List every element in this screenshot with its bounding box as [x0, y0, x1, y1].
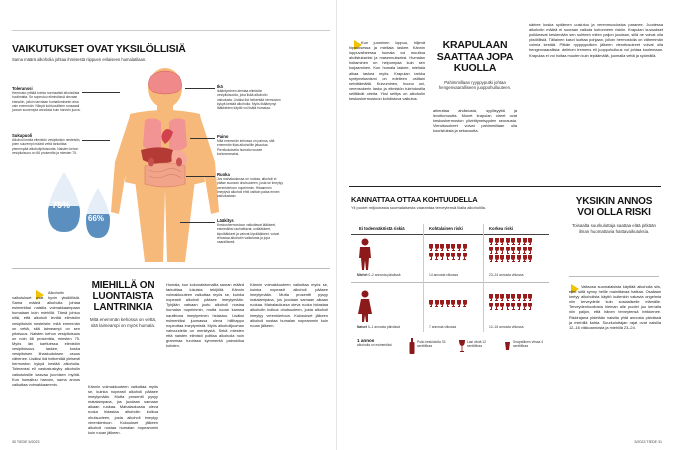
- legend-item-beer: Pullo keskiolutta 33 senttilitraa: [417, 340, 446, 349]
- wine-glass-icon: [489, 255, 493, 262]
- yksikin-block: [569, 196, 659, 234]
- yksikin-headline: YKSIKIN ANNOS VOI OLLA RISKI: [575, 196, 653, 218]
- left-col1: Alkoholin vaikutukset ovat hyvin yksilöllisiä. Sama määrä alkoholia johtaa esimerkiksi naisilla voimakkaampaan humalaan kuin miehillä. Tämä johtuu siitä, että alkoholi leviää elimistön vesipitoisiin nesteisiin: mitä enemmän on vettä, sitä laimeampi on sen pitoisuus. Naisten kehon vesipitoisuus on noin 66 prosenttia, miesten 75. Myös iän karttuessa elimistön vesipitoisuus laskee, koska vesipitoisen lihaskudoksen osuus vähenee. Lisäksi ikä heikentää yleisesti hermoston kykyä kestää alkoholia. Toleranssi eli vastustuskyky alkoholin vaikutuksille kasvaa juomisen myötä. Kun humaltuu harvoin, sama annos vaikuttaa voimakkaammin.: [12, 290, 80, 387]
- krapula-headline: KRAPULAAN SAATTAA JOPA KUOLLA: [436, 39, 514, 74]
- women-value-3: 12–16 annosta viikossa: [489, 325, 524, 329]
- wine-glass-icon: [489, 247, 493, 254]
- graph-row-rule: [351, 282, 549, 283]
- wine-glass-icon: [500, 238, 504, 245]
- intestines-organ: [145, 163, 185, 187]
- women-label-row: [357, 325, 427, 329]
- legend-sub: alkoholia on esimerkiksi: [357, 343, 392, 347]
- legend-item-shot: Snapsillinen viinaa 4 senttilitraa: [513, 340, 544, 349]
- beer-bottle-icon: [409, 338, 415, 354]
- wine-glass-icon: [506, 255, 510, 262]
- left-subhead: Sama määrä alkoholia johtaa ihmisestä riippuen erilaiseen humalatilaan.: [12, 57, 147, 62]
- wine-glass-icon: [495, 238, 499, 245]
- wine-glass-icon: [511, 303, 515, 310]
- yksikin-rule: [569, 276, 659, 277]
- men-value-1: 0–2 annosta päivässä: [368, 273, 401, 277]
- graph-col-divider-2: [483, 224, 484, 332]
- shot-glass-icon: [505, 342, 510, 350]
- graph-col-divider-1: [423, 224, 424, 332]
- wine-glass-icon: [523, 238, 527, 245]
- factor-sukupuoli-text: Alkoholi leviää elimistön vesipitoisiin nesteisiin, joten suurempi määrä vettä tarkoittaa pienempää alkoholipitoisuutta. Naisten kehon vesipitoisuus on 66 prosenttia ja miesten 75.: [12, 138, 81, 155]
- wine-glass-icon: [440, 244, 444, 251]
- factor-ika-title: Ikä: [217, 84, 223, 89]
- right-col1: Kun juominen loppuu, hiljenä hipsuksessa ja mieliala laskee. Kännin loppuvaiheessa humala voi muuttua ahdistukseksi ja masennukseksi. Humalan hoitaminen on helpompaa kuin sen korjaaminen. Kun humala laskee, mieliala alkaa laskea myös. Krapulan tarkka syntymekanismi on edelleen osittain selvittämättä. Kuivuminen, huono uni, verensokerin lasku ja elimistön tulehdustila selittävät oireita. Yksi selitys on alkoholin keskushermostoon kohdistuva vaikutus.: [349, 40, 425, 102]
- wine-glass-icon: [435, 244, 439, 251]
- wine-glass-icon: [446, 300, 450, 307]
- wine-glass-icon: [459, 340, 465, 352]
- graph-subhead: Yli puolet miljoonasta suomalaisesta vaarantaa terveytensä liialla alkoholilla.: [351, 205, 486, 210]
- wine-glass-icon: [457, 253, 461, 260]
- graph-header-rule: [351, 234, 549, 235]
- left-headline: VAIKUTUKSET OVAT YKSILÖLLISIÄ: [12, 43, 186, 55]
- wine-glass-icon: [429, 253, 433, 260]
- wine-glass-icon: [511, 238, 515, 245]
- wine-glass-icon: [528, 303, 532, 310]
- yksikin-subhead: Toisaalta suurkuluttaja saattaa elää pitkään ilman huomattavia haittavaikutuksia.: [572, 223, 656, 234]
- mid-col-bottom: Kännin voimakkuuteen vaikuttaa myös se, kuinka nopeasti alkoholi pääsee imeytymään. Mutta prosentti pysyy matalampana, jos juodaan samaan aikaan ruokaa. Mahalaukussa oleva ruoka hidastaa alkoholin kulkua ohutsuoleen, josta alkoholi imeytyy verenkiertoon. Kokoukset jälkeen alkoholi nostaa humalan nopeammin kuin ruoan jälkeen.: [88, 384, 158, 435]
- water-pct-female: 75%: [52, 200, 71, 210]
- wine-glass-icon: [528, 238, 532, 245]
- wine-glass-icon: [457, 300, 461, 307]
- wine-glass-icon: [440, 300, 444, 307]
- mid-headline-block: [88, 280, 158, 328]
- right-top-rule: [349, 186, 661, 187]
- right-page: [337, 0, 674, 450]
- wine-glass-icon: [528, 294, 532, 301]
- wine-glass-icon: [489, 238, 493, 245]
- left-col4: Kännin voimakkuuteen vaikuttaa myös se, kuinka nopeasti alkoholi pääsee imeytymään. Mutta prosentti pysyy matalampana, jos juodaan samaan aikaan ruokaa. Mahalaukussa oleva ruoka hidastaa alkoholin kulkua ohutsuoleen, josta alkoholi imeytyy verenkiertoon. Kokoukset jälkeen alkoholi nostaa humalan nopeammin kuin ruoan jälkeen.: [250, 282, 328, 328]
- right-col3: särkee koska sydämen uusiutuu ja verenmuodostus paranee. Juodessa alkoholin määrä ei suoraan vaikuta kohonneen riskiin. Krapulan kuvaukset poikkeavat keskenään sen suhteen miten paljon juodaan, sillä ne voivat olla yksilöllisiä. Tällainen kasvi luottaa pohjaan, jolloin hermostolla on vähemmän voimia kestää. Pitkän ryyppyputken jälkeen vieroitusoireet voivat olla hengenvaarallisia: delirium tremens eli juoppohulluus voi johtaa kuolemaan. Krapulaa ei voi hoitaa muuten kuin lepäämällä, juomalla vettä ja syömällä.: [529, 22, 663, 58]
- pointer-line-sukupuoli: [82, 140, 110, 141]
- body-illustration: [105, 62, 225, 262]
- wine-glass-icon: [451, 244, 455, 251]
- women-label: Naiset: [357, 325, 367, 329]
- wine-glass-icon: [523, 303, 527, 310]
- water-pct-male: 66%: [88, 214, 105, 223]
- pointer-line-toleranssi: [82, 92, 120, 93]
- mid-subhead: Mitä enemmän kehossa on vettä, sitä laimeampi on myös humala.: [89, 317, 157, 328]
- factor-toleranssi-text: Hermosto yrittää toimia normaalisti alkoholista huolimatta. Se sopeutuu elimistössä olevaan etanoliin, jolloin tarvitaan humaltumiseen aina vain enemmän. Niinpä kohtuuullisen runsaasti juovan suurempia annoksia kuin harvoin juova.: [12, 91, 81, 113]
- wine-glass-icon: [517, 294, 521, 301]
- women-value-1: 0–1 annosta päivässä: [367, 325, 400, 329]
- wine-glass-icon: [463, 253, 467, 260]
- person-icon-female: [357, 290, 373, 322]
- wine-glass-icon: [463, 300, 467, 307]
- wine-glass-icon: [528, 255, 532, 262]
- person-icon-male: [357, 238, 373, 270]
- women-value-2: 7 annosta viikossa: [429, 325, 457, 329]
- wine-glass-icon: [517, 238, 521, 245]
- factor-laakkeet: [217, 218, 283, 244]
- brain-organ: [148, 71, 181, 94]
- factor-laakkeet-text: Keskushermostoon vaikuttavat lääkkeet, esimerkiksi rauhoittavat, unilääkkeet, kipulääkkeet ja vahvat kipulääkkeet, voivat tehostaa alkoholin vaikutusta ja jopa vaarallisesti.: [217, 223, 280, 245]
- wine-glass-icon: [511, 247, 515, 254]
- factor-sukupuoli-title: Sukupuoli: [12, 133, 33, 138]
- wine-glass-icon: [451, 253, 455, 260]
- men-label: Miehet: [357, 273, 368, 277]
- wine-glass-icon: [511, 294, 515, 301]
- legend-item-wine: Lasi viiniä 12 senttilitraa: [467, 340, 487, 349]
- wine-glass-icon: [506, 303, 510, 310]
- wine-glass-icon: [506, 294, 510, 301]
- factor-paino-text: Mitä enemmän kehossa on painoa, sitä enemmän tilaa alkoholille jakautua. Pienikokoisella humala nousee korkeammaksi.: [217, 139, 275, 156]
- wine-glass-icon: [435, 300, 439, 307]
- factor-paino: [217, 134, 283, 156]
- krapula-block: [433, 40, 517, 91]
- wine-glass-icon: [500, 255, 504, 262]
- wine-glass-icon: [435, 253, 439, 260]
- wine-glass-icon: [451, 300, 455, 307]
- graph-col-header-2: Kohtalainen riski: [429, 226, 463, 231]
- wine-glass-icon: [429, 300, 433, 307]
- wine-glass-icon: [495, 247, 499, 254]
- graph-col-header-1: Ei todennäköistä riskiä: [359, 226, 405, 231]
- pointer-line-ika: [185, 88, 215, 89]
- wine-glass-icon: [440, 253, 444, 260]
- wine-glass-icon: [495, 303, 499, 310]
- wine-glass-icon: [517, 255, 521, 262]
- wine-glass-icon: [495, 255, 499, 262]
- wine-glass-icon: [523, 247, 527, 254]
- kidney-organ: [148, 158, 154, 167]
- wine-glass-icon: [500, 303, 504, 310]
- factor-toleranssi-title: Toleranssi: [12, 86, 33, 91]
- pointer-line-laakkeet: [180, 222, 215, 223]
- pointer-line-paino: [190, 138, 215, 139]
- left-page-number: 30 TIEDE 5/2023: [12, 440, 40, 444]
- left-mid-rule: [12, 268, 330, 269]
- wine-glass-icon: [500, 294, 504, 301]
- wine-glass-icon: [495, 294, 499, 301]
- mid-headline: MIEHILLÄ ON LUONTAISTA LANTRINKIA: [91, 280, 155, 313]
- factor-ika: [217, 84, 283, 110]
- wine-glass-icon: [489, 303, 493, 310]
- factor-ruoka-title: Ruoka: [217, 172, 230, 177]
- legend-title: 1 annos: [357, 338, 375, 343]
- men-value-2: 14 annosta viikossa: [429, 273, 458, 277]
- factor-sukupuoli: [12, 133, 82, 155]
- right-col-bottom: Valtaosa suomalaisista käyttää alkoholia siis, ettei siitä synny heille mainittavaa haittaa. Osallaan kertyy alkoholista käyttö kuitenkin vakavia ongelmia niin terveydelle kuin sosiaaliselle elämälle. Terveydenhuoltosta hieman alle puolet juo kerralla niin paljon, että hänen terveytensä heikkenee. Riskirajana pidetään naisilla yhtä annosta päivässä ja miehillä kahta. Suurkuluttajan rajat ovat naisilla 12–16 viikkoannosta ja miehillä 23–24.: [569, 284, 661, 330]
- wine-glass-icon: [463, 244, 467, 251]
- men-label-row: [357, 273, 427, 277]
- graph-headline: KANNATTAA OTTAA KOHTUUDELLA: [351, 195, 478, 204]
- wine-glass-icon: [446, 244, 450, 251]
- factor-ruoka: [217, 172, 283, 198]
- left-col3: Humala, kun kokonaistomallia saman määrä tarkoittaa lukuisia tekijöitä. Kännin voimakkuuteen vaikuttaa myös se, kuinka nopeasti alkoholi pääsee imeytymään. Tyhjään vatsaan juotu alkoholi nostaa humalan nopeimmin, mutta ruoan kanssa nautittuna imeytyminen hidastuu. Lisäksi esimerkiksi juomassa oleva hiilihappo nopeuttaa imeytymistä. Myös alkoholijuoman vahvuudella on merkitystä. Sekä miesten että naisten elimistö polttaa alkoholia noin grammaa tunnissa kymmentä painokiloa kohden.: [166, 282, 244, 349]
- krapula-subhead: Pahimmillaan ryyppyputki johtaa hengenvaaralliseen juoppohulluuteen.: [438, 79, 512, 90]
- right-col2: aiheuttaa ahdistusta, syyllisyyttä ja levottomuutta. Monet krapulan oireet ovat keskushermoston ylivirittyneisyyden seurausta. Vieroitusoireet voivat pahimmillaan olla kouristuksia ja sekavuutta.: [433, 108, 517, 134]
- wine-glass-icon: [523, 255, 527, 262]
- pointer-line-ruoka: [186, 176, 215, 177]
- left-top-rule: [12, 30, 330, 31]
- factor-toleranssi: [12, 86, 82, 112]
- lungs-organ: [143, 118, 161, 150]
- wine-glass-icon: [528, 247, 532, 254]
- wine-glass-icon: [500, 247, 504, 254]
- factor-ika-text: Ikääntyminen alentaa elimistön vesipitoisuutta, joka lisää alkoholin vaikutusta. Lisäksi ikä heikentää hermoston kykyä kestää alkoholia. Myös lisääntynyt lääkkeiden käyttö voi lisätä humalaa.: [217, 89, 281, 111]
- wine-glass-icon: [506, 247, 510, 254]
- wine-glass-icon: [517, 247, 521, 254]
- wine-glass-icon: [429, 244, 433, 251]
- factor-paino-title: Paino: [217, 134, 229, 139]
- graph-col-header-3: Korkea riski: [489, 226, 513, 231]
- wine-glass-icon: [446, 253, 450, 260]
- right-page-number: 5/2023 TIEDE 31: [634, 440, 662, 444]
- wine-glass-icon: [489, 294, 493, 301]
- wine-glass-icon: [457, 244, 461, 251]
- wine-glass-icon: [511, 255, 515, 262]
- men-value-3: 23–24 annosta viikossa: [489, 273, 524, 277]
- factor-ruoka-text: Jos mahalaukussa on ruokaa, alkoholi ei pääse suoraan ohutsuoleen, josta se imeytyy verenkiertoon nopeimmin. Hitaammin imeytyvä alkoholi ehtii osittain palaa ennen vaikutustaan.: [217, 177, 283, 199]
- wine-glass-icon: [517, 303, 521, 310]
- factor-laakkeet-title: Lääkitys: [217, 218, 234, 223]
- wine-glass-icon: [523, 294, 527, 301]
- wine-glass-icon: [506, 238, 510, 245]
